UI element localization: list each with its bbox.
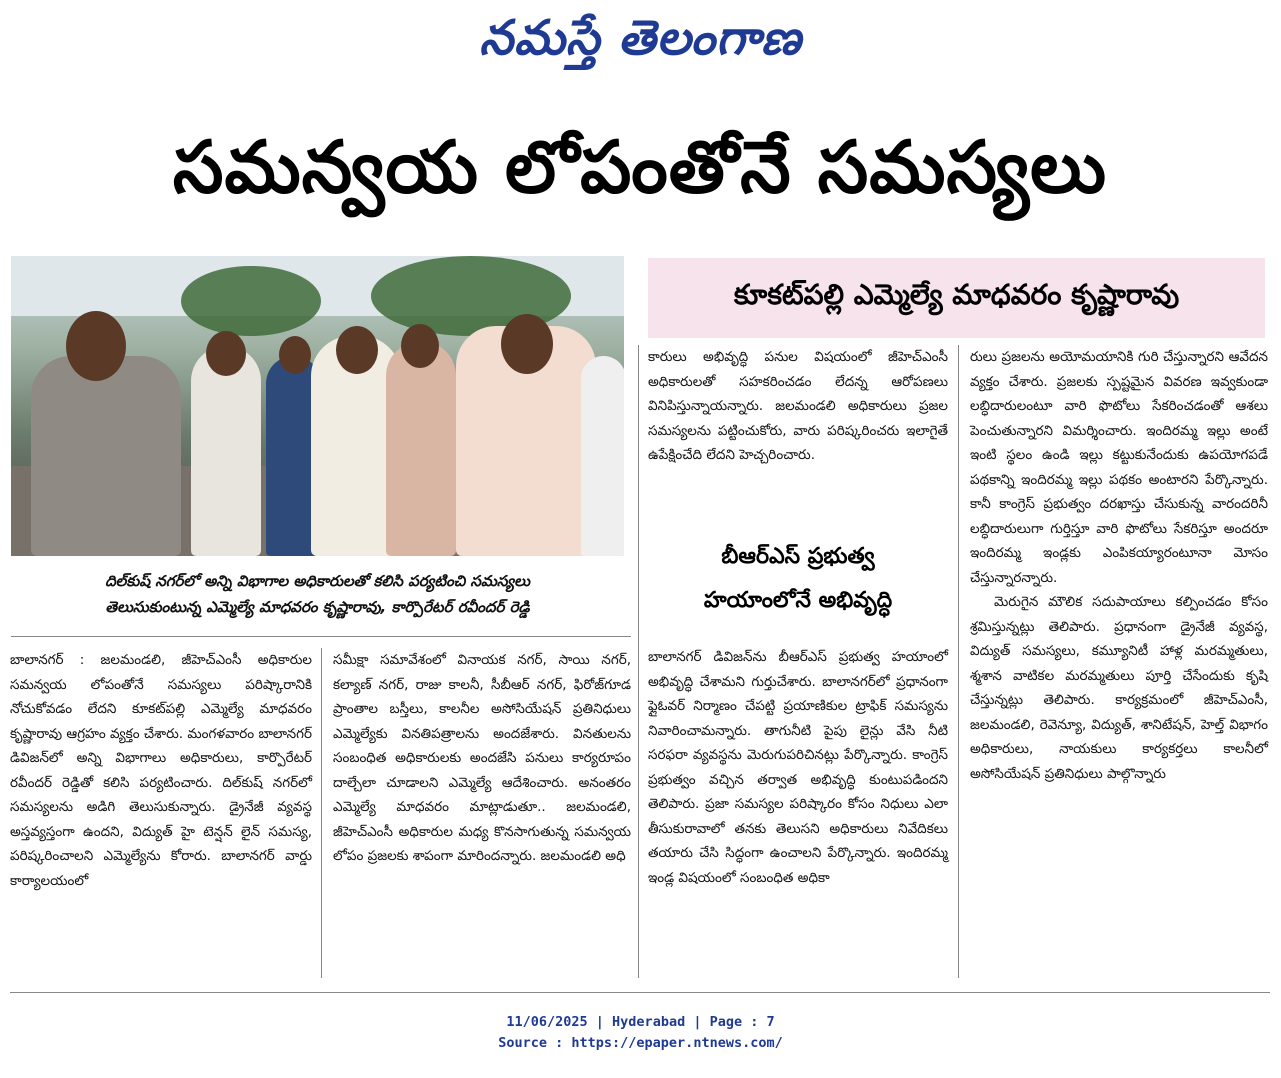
subheadline: కూకట్‌పల్లి ఎమ్మెల్యే మాధవరం కృష్ణారావు: [733, 278, 1180, 311]
article-column-4: [970, 345, 1268, 786]
article-column-3b: [648, 645, 948, 890]
column-4-text-2: మెరుగైన మౌలిక సదుపాయాలు కల్పించడం కోసం శ్రమిస్తున్నట్లు తెలిపారు. ప్రధానంగా డ్రైనేజీ వ్యవస్థ, విద్యుత్ సమస్యలు, కమ్యూనిటీ హాళ్ల మరమ్మతులు, శ్మశాన వాటికల మరమ్మతులు పూర్తి చేసేందుకు కృషి చేస్తున్నట్లు తెలిపారు. కార్యక్రమంలో జీహెచ్‌ఎంసీ, జలమండలి, రెవెన్యూ, విద్యుత్, శానిటేషన్, హెల్త్ విభాగం అధికారులు, నాయకులు కార్యకర్తలు కాలనీలో అసోసియేషన్ ప్రతినిధులు పాల్గొన్నారు: [970, 594, 1268, 782]
section-subheading-line-2: హయాంలోనే అభివృద్ధి: [703, 588, 893, 613]
footer-source: Source : https://epaper.ntnews.com/: [498, 1035, 783, 1051]
column-3-text: కారులు అభివృద్ధి పనుల విషయంలో జీహెచ్‌ఎంసీ అధికారులతో సహకరించడం లేదన్న ఆరోపణలు వినిపిస్తున్నాయన్నారు. జలమండలి అధికారులు ప్రజల సమస్యలను పట్టించుకోరు, వారు పరిష్కరించరు ఇలాగైతే ఉపేక్షించేది లేదని హెచ్చరించారు.: [648, 349, 948, 463]
column-4-text: రులు ప్రజలను అయోమయానికి గురి చేస్తున్నారని ఆవేదన వ్యక్తం చేశారు. ప్రజలకు స్పష్టమైన వివరణ ఇవ్వకుండా లబ్ధిదారులంటూ వారి ఫొటోలు సేకరించడంతో ఆశలు పెంచుతున్నారని విమర్శించారు. ఇందిరమ్మ ఇల్లు అంటే ఇంటి స్థలం ఉండి ఇల్లు కట్టుకునేందుకు ఉపయోగపడే పథకాన్ని ఇందిరమ్మ ఇల్లు పథకం అంటారని పేర్కొన్నారు. కానీ కాంగ్రెస్ ప్రభుత్వం దరఖాస్తు చేసుకున్న వారందరినీ లబ్ధిదారులుగా గుర్తిస్తూ వారి ఫొటోలు సేకరిస్తూ అందరూ ఇందిరమ్మ ఇండ్లకు ఎంపికయ్యారంటూనా మోసం చేస్తున్నారన్నారు.: [970, 349, 1268, 586]
column-1-text: బాలానగర్ : జలమండలి, జీహెచ్‌ఎంసీ అధికారుల సమన్వయ లోపంతోనే సమస్యలు పరిష్కారానికి నోచుకోవడం లేదని కూకట్‌పల్లి ఎమ్మెల్యే మాధవరం కృష్ణారావు ఆగ్రహం వ్యక్తం చేశారు. మంగళవారం బాలానగర్ డివిజన్‌లో అన్ని విభాగాలు అధికారులు, కార్పొరేటర్ రవీందర్ రెడ్డితో కలిసి పర్యటించారు. దిల్‌కుష్ నగర్‌లో సమస్యలను అడిగి తెలుసుకున్నారు. డ్రైనేజీ వ్యవస్థ అస్తవ్యస్తంగా ఉందని, విద్యుత్ హై టెన్షన్ లైన్ సమస్య, పరిష్కరించాలని ఎమ్మెల్యేను కోరారు. బాలానగర్ వార్డు కార్యాలయంలో: [10, 652, 312, 889]
section-subheading-line-1: బీఆర్‌ఎస్ ప్రభుత్వ: [721, 544, 875, 569]
article-headline: సమన్వయ లోపంతోనే సమస్యలు: [172, 125, 1108, 209]
photo-caption-line-1: దిల్‌కుష్ నగర్‌లో అన్ని విభాగాల అధికారులతో కలిసి పర్యటించి సమస్యలు: [105, 572, 530, 590]
photo-caption: [11, 568, 624, 620]
section-subheading: [648, 535, 948, 623]
article-column-3: [648, 345, 948, 468]
subheadline-box: [648, 258, 1265, 338]
article-column-1: [10, 648, 312, 893]
newspaper-masthead: నమస్తే తెలంగాణ: [479, 10, 802, 66]
column-3b-text: బాలానగర్ డివిజన్‌ను బీఆర్‌ఎస్ ప్రభుత్వ హయాంలో అభివృద్ధి చేశామని గుర్తుచేశారు. బాలానగర్‌లో ప్రధానంగా ఫ్లైఓవర్ నిర్మాణం చేపట్టి ప్రయాణికుల ట్రాఫిక్ సమస్యను నివారించామన్నారు. తాగునీటి పైపు లైన్లు వేసి నీటి సరఫరా వ్యవస్థను మెరుగుపరిచినట్లు పేర్కొన్నారు. కాంగ్రెస్ ప్రభుత్వం వచ్చిన తర్వాత అభివృద్ధి కుంటుపడిందని తెలిపారు. ప్రజా సమస్యల పరిష్కారం కోసం నిధులు ఎలా తీసుకురావాలో తనకు తెలుసని అధికారులు నివేదికలు తయారు చేసి సిద్ధంగా ఉంచాలని పేర్కొన్నారు. ఇందిరమ్మ ఇండ్ల విషయంలో సంబంధిత అధికా: [648, 649, 948, 886]
footer-date-page: 11/06/2025 | Hyderabad | Page : 7: [506, 1014, 775, 1030]
photo-caption-line-2: తెలుసుకుంటున్న ఎమ్మెల్యే మాధవరం కృష్ణారావు, కార్పొరేటర్ రవీందర్ రెడ్డి: [105, 598, 530, 616]
article-photo: [11, 256, 624, 556]
page-footer: [0, 1012, 1281, 1054]
article-column-2: [333, 648, 631, 869]
column-2-text: సమీక్షా సమావేశంలో వినాయక నగర్, సాయి నగర్, కల్యాణ్ నగర్, రాజు కాలనీ, సీబీఆర్ నగర్, ఫిరోజ్‌గూడ ప్రాంతాల బస్తీలు, కాలనీల అసోసియేషన్ ప్రతినిధులు ఎమ్మెల్యేకు వినతిపత్రాలను అందజేశారు. వినతులను సంబంధిత అధికారులకు అందజేసి పనులు కార్యరూపం దాల్చేలా చూడాలని ఎమ్మెల్యే ఆదేశించారు. అనంతరం ఎమ్మెల్యే మాధవరం మాట్లాడుతూ.. జలమండలి, జీహెచ్‌ఎంసీ అధికారుల మధ్య కొనసాగుతున్న సమన్వయ లోపం ప్రజలకు శాపంగా మారిందన్నారు. జలమండలి అధి: [333, 652, 631, 864]
